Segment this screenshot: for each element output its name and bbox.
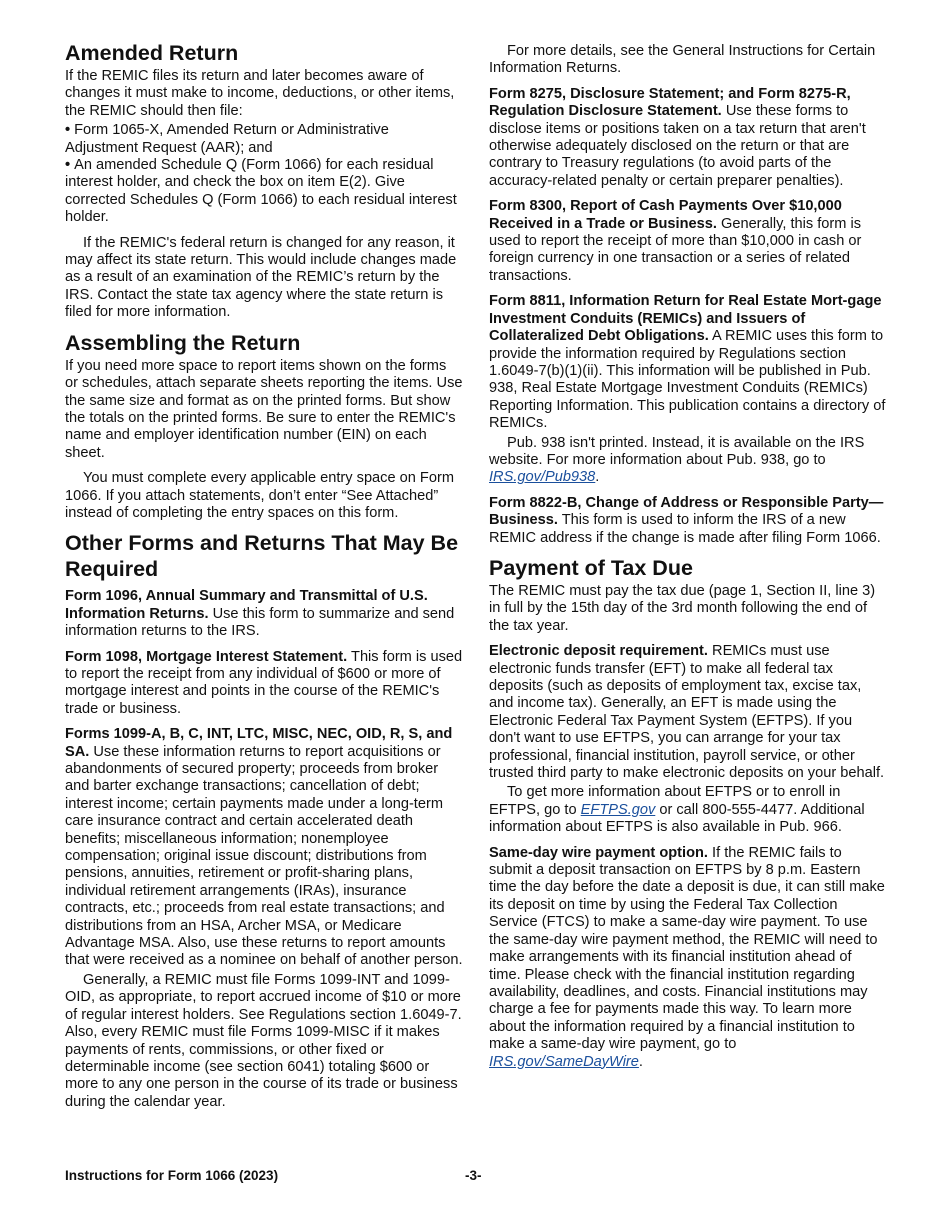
form-8300-title: Form 8300, Report of Cash Payments Over $10,000 Received in a Trade or Business. [489,198,842,232]
amended-return-heading: Amended Return [65,41,239,65]
page-footer [65,1168,885,1186]
right-column [489,43,887,1079]
form-1098-text: This form is used to report the receipt from any individual of $600 or more of mortgage interest and points in the course of the REMIC's trade or business. [65,648,463,717]
same-day-wire-text: If the REMIC fails to submit a deposit transaction on EFTPS by 8 p.m. Eastern time the day before the date a deposit is due, it can still make its deposit on time by using the Federal Tax Collection Service (FTCS) to make a same-day wire payment. To use the same-day wire payment method, the REMIC will need to make arrangements with its financial institution ahead of time. Please check with the financial institution regarding availability, deadlines, and costs. Financial institutions may charge a fee for payments made this way. To learn more about the information required by a financial institution to make a same-day wire payment, go to [489,844,885,1053]
electronic-deposit-title: Electronic deposit requirement. [489,643,708,660]
form-1099-paragraph-2: Generally, a REMIC must file Forms 1099-INT and 1099-OID, as appropriate, to report accrued income of $10 or more of regular interest holders. See Regulations section 1.6049-7. Also, every REMIC must file Forms 1099-MISC if it makes payments of rents, commissions, or other fixed or determinable income (see section 6041) totaling $600 or more to any one person in the course of its trade or business during the calendar year. [65,971,462,1110]
amended-bullet-1 [65,122,463,157]
form-8275-text: Use these forms to disclose items or positions taken on a tax return that aren't otherwise adequately disclosed on the return or that are contrary to Treasury regulations (to avoid parts of the accuracy-related penalty or certain preparer penalties). [489,103,866,189]
eftps-paragraph [489,784,887,836]
form-8822b-paragraph [489,495,887,547]
eftps-pre-text: To get more information about EFTPS or to enroll in EFTPS, go to [489,784,841,818]
form-8811-paragraph [489,293,887,432]
assembling-return-heading: Assembling the Return [65,330,301,355]
pub-938-paragraph: Pub. 938 isn't printed. Instead, it is available on the IRS website. For more information about Pub. 938, go to IRS.gov/Pub938. [489,434,865,486]
same-day-wire-paragraph: Same-day wire payment option. If the REMIC fails to submit a deposit transaction on EFTPS by 8 p.m. Eastern time the day before the date a deposit is due, it can still make its deposit on time by using the Federal Tax Collection Service (FTCS) to make a same-day wire payment. To use the same-day wire payment method, the REMIC will need to make arrangements with its financial institution ahead of time. Please check with the financial institution regarding availability, deadlines, and costs. Financial institutions may charge a fee for payments made this way. To learn more about the information required by a financial institution to make a same-day wire payment, go to IRS.gov/SameDayWire. [489,844,885,1070]
amended-bullet-2 [65,157,463,227]
form-1098-paragraph [65,649,463,719]
amended-bullet-2-text: An amended Schedule Q (Form 1066) for each residual interest holder, and check the box on item E(2). Give corrected Schedules Q (Form 1066) to each residual interest holder. [65,157,457,226]
eftps-post-text: or call 800-555-4477. Additional information about EFTPS is also available in Pub. 966. [489,801,865,836]
pub-938-link[interactable]: IRS.gov/Pub938 [489,469,596,486]
form-1099-title: Forms 1099-A, B, C, INT, LTC, MISC, NEC, OID, R, S, and SA. [65,726,453,760]
form-8822b-title: Form 8822-B, Change of Address or Responsible Party—Business. [489,494,884,529]
form-8811-title: Form 8811, Information Return for Real Estate Mort-gage Investment Conduits (REMICs) and Issuers of Collateralized Debt Obligations. [489,293,882,345]
eftps-link[interactable]: EFTPS.gov [580,801,656,818]
form-1099-paragraph [65,726,463,970]
form-1096-paragraph [65,588,463,640]
bullet-icon: • [65,122,71,139]
form-8275-title: Form 8275, Disclosure Statement; and Form 8275-R, Regulation Disclosure Statement. [489,85,851,120]
amended-intro: If the REMIC files its return and later becomes aware of changes it must make to income, deductions, or other items, the REMIC should then file: [65,68,455,119]
left-column [65,40,463,1119]
amended-bullet-1-text: Form 1065-X, Amended Return or Administrative Adjustment Request (AAR); and [65,122,389,156]
bullet-icon: • [65,157,71,174]
pub-938-text: Pub. 938 isn't printed. Instead, it is available on the IRS website. For more information about Pub. 938, go to [489,434,865,468]
form-8275-paragraph [489,86,887,190]
form-1099-text: Use these information returns to report acquisitions or abandonments of secured property; proceeds from broker and barter exchange transactions; cancellation of debt; interest income; certain payments made under a long-term care insurance contract and certain accelerated death benefits; miscellaneous information; nonemployee compensation; original issue discount; distributions from pensions, annuities, retirement or profit-sharing plans, individual retirement arrangements (IRAs), insurance contracts, etc.; proceeds from real estate transactions; and distributions from an HSA, Archer MSA, or Medicare Advantage MSA. Also, use these returns to report amounts that were received as a nominee on behalf of another person. [65,743,463,969]
form-8811-text: A REMIC uses this form to provide the information required by Regulations section 1.6049-7(b)(1)(ii). This information will be published in Pub. 938, Real Estate Mortgage Investment Conduits (REMICs) Reporting Information. This publication contains a directory of REMICs. [489,328,886,432]
electronic-deposit-text: REMICs must use electronic funds transfer (EFT) to make all federal tax deposits (such as deposits of employment tax, excise tax, and income tax). Generally, an EFT is made using the Electronic Federal Tax Payment System (EFTPS). If you don't want to use EFTPS, you can arrange for your tax professional, financial institution, payroll service, or other trusted third party to make electronic deposits on your behalf. [489,643,885,782]
form-8822b-text: This form is used to inform the IRS of a new REMIC address if the change is made after filing Form 1066. [489,512,881,546]
same-day-wire-link[interactable]: IRS.gov/SameDayWire [489,1053,639,1070]
payment-heading: Payment of Tax Due [489,555,693,580]
form-8300-paragraph [489,198,887,285]
same-day-wire-title: Same-day wire payment option. [489,844,708,861]
payment-paragraph-1: The REMIC must pay the tax due (page 1, Section II, line 3) in full by the 15th day of the 3rd month following the end of the tax year. [489,582,876,634]
form-8300-text: Generally, this form is used to report the receipt of more than $10,000 in cash or foreign currency in one transaction or a series of related transactions. [489,215,862,284]
form-1096-title: Form 1096, Annual Summary and Transmittal of U.S. Information Returns. [65,588,428,622]
form-1098-title: Form 1098, Mortgage Interest Statement. [65,648,348,665]
assembling-paragraph-2: You must complete every applicable entry space on Form 1066. If you attach statements, don’t enter “See Attached” instead of completing the entry spaces on this form. [65,470,454,521]
other-forms-heading: Other Forms and Returns That May Be Required [65,531,459,582]
assembling-paragraph-1: If you need more space to report items shown on the forms or schedules, attach separate sheets reporting the items. Use the same size and format as on the printed forms. But show the totals on the printed forms. Be sure to enter the REMIC's name and employer identification number (EIN) on each sheet. [65,357,463,461]
form-1096-text: Use this form to summarize and send information returns to the IRS. [65,605,455,640]
more-details-paragraph: For more details, see the General Instructions for Certain Information Returns. [489,43,876,77]
amended-paragraph-2: If the REMIC's federal return is changed for any reason, it may affect its state return. This would include changes made as a result of an examination of the REMIC’s return by the IRS. Contact the state tax agency where the state return is filed for more information. [65,234,457,321]
electronic-deposit-paragraph [489,643,887,782]
footer-title: Instructions for Form 1066 (2023) [65,1168,279,1183]
page-number: -3- [465,1168,482,1183]
